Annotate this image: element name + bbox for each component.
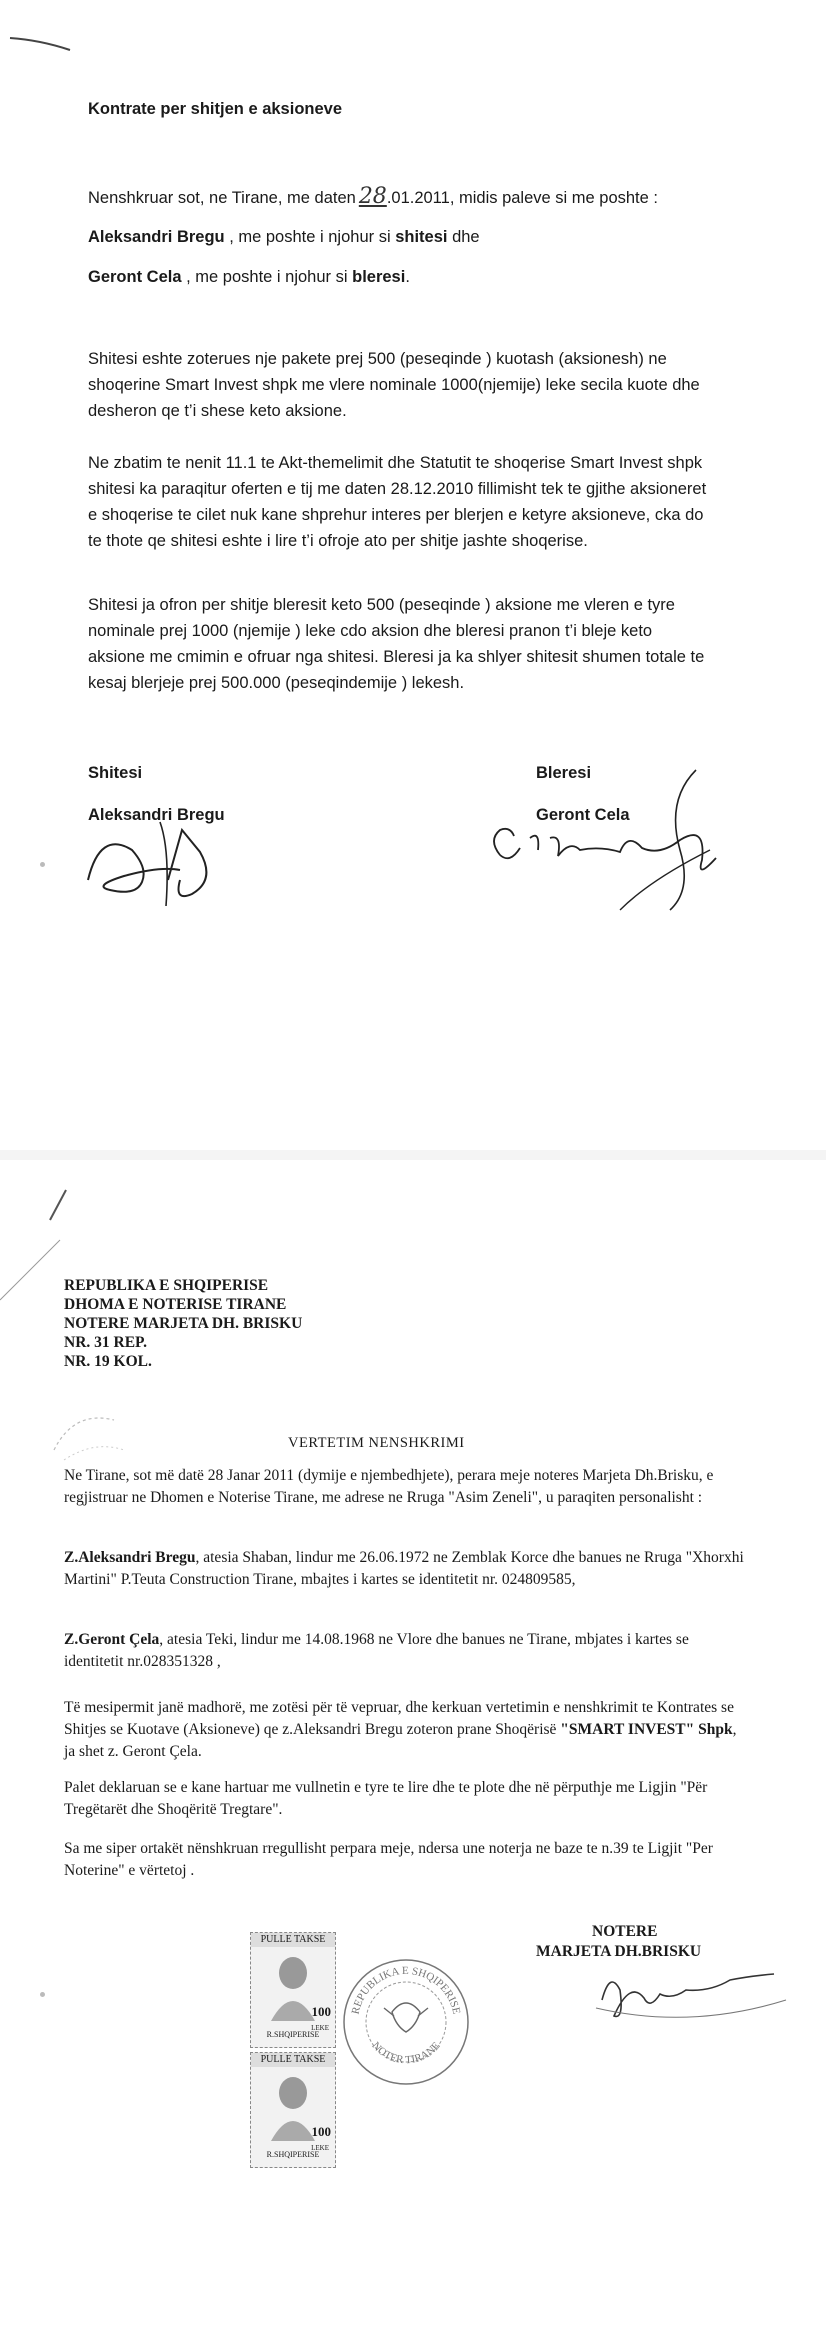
contract-paragraph-2: Ne zbatim te nenit 11.1 te Akt-themelimit dhe Statutit te shoqerise Smart Invest shpk shitesi ka paraqitur oferten e tij me daten 28.12.2010 fillimisht tek te gjithe aksioneret e shoqerise te cilet nuk kane shprehur interes per blerjen e ketyre aksioneve, cka do te thote qe shitesi eshte i lire t’i ofroje ato per shitje jashte shoqerise. (88, 454, 707, 550)
notary-signature-icon (590, 1960, 790, 2040)
certificate-intro: Ne Tirane, sot më datë 28 Janar 2011 (dymije e njembedhjete), perara meje noteres Marjeta Dh.Brisku, e regjistruar ne Dhomen e Noterise Tirane, me adrese ne Rruga "Asim Zeneli", u paraqiten personalisht : (64, 1467, 714, 1506)
stamp-label: PULLE TAKSE (251, 1933, 335, 1947)
stamp-label: PULLE TAKSE (251, 2053, 335, 2067)
stamp-value: 100 (311, 2124, 331, 2139)
buyer-label: Bleresi (536, 764, 592, 782)
party-buyer-line: Geront Cela , me poshte i njohur si bleresi. (88, 268, 410, 286)
contract-page (0, 0, 826, 1150)
stamp-country: R.SHQIPERISE (266, 2150, 320, 2159)
seal-top-text: REPUBLIKA E SHQIPERISE (349, 1964, 463, 2016)
contract-intro: Nenshkruar sot, ne Tirane, me daten 28.01.2011, midis paleve si me poshte : (88, 184, 658, 209)
contract-title: Kontrate per shitjen e aksioneve (88, 100, 343, 118)
contract-paragraph-3: Shitesi ja ofron per shitje bleresit keto 500 (peseqinde ) aksione me vleren e tyre nominale prej 1000 (njemije ) leke cdo aksion dhe bleresi pranon t’i bleje keto aksione me cmimin e ofruar nga shitesi. Bleresi ja ka shlyer shitesit shumen totale te kesaj blerjeje prej 500.000 (peseqindemije ) lekesh. (88, 596, 705, 692)
header-line: NR. 31 REP. (64, 1334, 147, 1351)
handwritten-date: 28 (358, 184, 387, 209)
party-seller-line: Aleksandri Bregu , me poshte i njohur si shitesi dhe (88, 228, 480, 246)
notary-seal-icon (336, 1952, 476, 2092)
header-line: DHOMA E NOTERISE TIRANE (64, 1296, 287, 1313)
header-line: NOTERE MARJETA DH. BRISKU (64, 1315, 303, 1332)
notary-name: MARJETA DH.BRISKU (536, 1943, 702, 1960)
certificate-title: VERTETIM NENSHKRIMI (288, 1435, 465, 1451)
svg-text:NOTER TIRANE (369, 2040, 442, 2067)
header-line: NR. 19 KOL. (64, 1353, 152, 1370)
notary-certificate-page (0, 1160, 826, 2338)
notary-label: NOTERE (592, 1923, 658, 1940)
scan-dot (40, 862, 45, 867)
seller-label: Shitesi (88, 764, 143, 782)
stamp-unit: LEKE (311, 2024, 329, 2032)
faint-stamp-icon (44, 1400, 134, 1470)
svg-text:REPUBLIKA E SHQIPERISE (350, 1965, 463, 2016)
header-line: REPUBLIKA E SHQIPERISE (64, 1277, 269, 1294)
stamp-value: 100 (311, 2004, 331, 2019)
person-1-paragraph: Z.Aleksandri Bregu, atesia Shaban, lindur me 26.06.1972 ne Zemblak Korce dhe banues ne Rruga "Xhorxhi Martini" P.Teuta Construction Tirane, mbajtes i kartes se identitetit nr. 024809585, (64, 1549, 744, 1588)
buyer-name: Geront Cela (536, 806, 630, 824)
scan-dot (40, 1992, 45, 1997)
person-2-paragraph: Z.Geront Çela, atesia Teki, lindur me 14.08.1968 ne Vlore dhe banues ne Tirane, mbjates i kartes se identitetit nr.028351328 , (64, 1631, 689, 1670)
seller-signature-icon (40, 810, 260, 910)
seal-bottom-text: NOTER TIRANE (369, 2039, 443, 2067)
stamp-unit: LEKE (311, 2144, 329, 2152)
page-separator (0, 1150, 826, 1160)
buyer-signature-icon (470, 760, 750, 920)
seller-name: Aleksandri Bregu (88, 806, 225, 824)
tax-stamp (250, 2052, 336, 2168)
certificate-paragraph-b: Palet deklaruan se e kane hartuar me vullnetin e tyre te lire dhe te plote dhe në përputhje me Ligjin "Për Tregëtarët dhe Shoqëritë Tregtare". (64, 1779, 708, 1818)
stamp-country: R.SHQIPERISE (266, 2030, 320, 2039)
certificate-paragraph-c: Sa me siper ortakët nënshkruan rregullisht perpara meje, ndersa une noterja ne baze te n.39 te Ligjit "Per Noterine" e vërtetoj . (64, 1840, 713, 1879)
scan-mark-icon (0, 0, 80, 60)
tax-stamp (250, 1932, 336, 2048)
certificate-paragraph-a: Të mesipermit janë madhorë, me zotësi për të vepruar, dhe kerkuan vertetimin e nenshkrimit te Kontrates se Shitjes se Kuotave (Aksioneve) qe z.Aleksandri Bregu zoteron prane Shoqërisë "SMART INVEST" Shpk, ja shet z. Geront Çela. (64, 1699, 737, 1760)
notary-header (64, 1276, 302, 1371)
contract-paragraph-1: Shitesi eshte zoterues nje pakete prej 500 (peseqinde ) kuotash (aksionesh) ne shoqerine Smart Invest shpk me vlere nominale 1000(njemije) leke secila kuote dhe desheron qe t’i shese keto aksione. (88, 350, 700, 420)
